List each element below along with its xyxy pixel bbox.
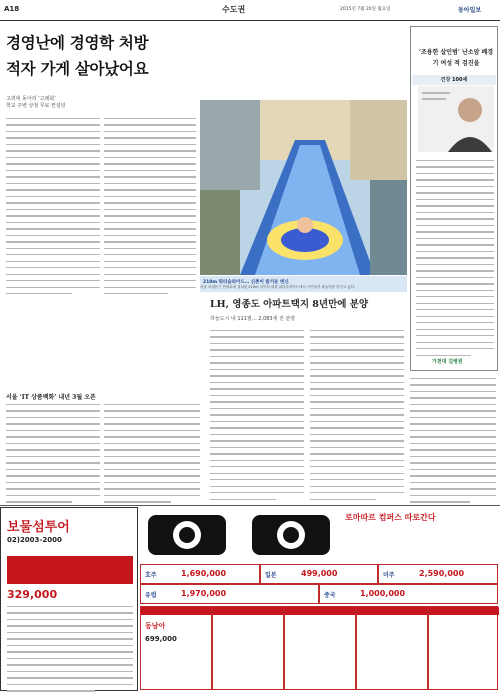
tour-listing: [7, 606, 133, 697]
ad-price-2-label: 일본: [265, 572, 277, 579]
ad-price-cell-5: [319, 584, 498, 604]
main-article-col-1: [6, 118, 100, 300]
sponsor-logo: 가천대 길병원: [432, 359, 463, 365]
ad-box-2: [212, 606, 284, 690]
newspaper-brand: 동아일보: [458, 7, 482, 14]
waterslide-photo-image: [200, 100, 407, 275]
ad-box-1: [140, 606, 212, 690]
doctor-portrait: [418, 86, 494, 152]
second-article-col-2: [310, 330, 404, 505]
left-lower-col-2: [104, 404, 200, 508]
ad-price-1-label: 호주: [145, 572, 157, 579]
ad-box-5: [428, 606, 498, 690]
ad-price-1-value: 1,690,000: [181, 569, 227, 578]
ad-box-1-label: 동남아: [145, 622, 166, 630]
waterslide-photo: [200, 100, 407, 275]
masthead: [0, 0, 500, 21]
ad-price-2-value: 499,000: [301, 569, 338, 578]
main-headline-line-2: 적자 가게 살아났어요: [6, 59, 149, 78]
ad-lower-grid: [140, 606, 498, 690]
ad-price-3-value: 2,590,000: [419, 569, 465, 578]
main-headline: [6, 30, 206, 82]
health-column-label: 건강 100세: [412, 75, 496, 85]
main-article-col-2: [104, 118, 196, 300]
waterslide-label: 210m 워터슬라이드… 신촌이 즐거운 변신: [203, 280, 289, 285]
section-title: 수도권: [222, 5, 246, 14]
ad-price-4-label: 유럽: [145, 592, 157, 599]
second-article-col-3: [410, 378, 496, 508]
health-column-title: ‘조용한 살인범’ 난소암 폐경기 여성 적 검진을: [418, 49, 494, 67]
ad-eyes-graphic: [140, 507, 340, 562]
tour-phone: 02)2003-2000: [7, 536, 62, 544]
ad-price-4-value: 1,970,000: [181, 589, 227, 598]
ad-divider: [0, 505, 500, 506]
ad-price-5-value: 1,000,000: [360, 589, 406, 598]
second-subhead: 하늘도시 내 111필… 2,083세 전 분양: [210, 316, 296, 322]
main-subhead-2: 학교 주변 상점 무료 컨설팅: [6, 103, 66, 109]
ad-price-band: [140, 564, 498, 604]
main-subhead: [6, 95, 66, 109]
tour-price: 329,000: [7, 588, 58, 601]
doctor-photo: [418, 86, 494, 152]
waterslide-caption: 서울 서대문구 연세로에 설치된 210m 길이의 대형 워터슬라이드에서 시민들이 물놀이를 즐기고 있다.: [200, 285, 356, 289]
tour-brand: 보물섬투어: [7, 520, 70, 535]
ad-price-cell-2: [260, 564, 378, 584]
ad-price-cell-4: [140, 584, 319, 604]
main-headline-line-1: 경영난에 경영학 처방: [6, 33, 149, 52]
ad-box-4: [356, 606, 428, 690]
ad-price-5-label: 중국: [324, 592, 336, 599]
ad-eyes-image: [140, 507, 340, 562]
main-subhead-1: 고려대 동아리 ‘고래회’: [6, 96, 56, 102]
ad-price-cell-1: [140, 564, 260, 584]
ad-box-1-price: 699,000: [145, 635, 177, 643]
ad-price-cell-3: [378, 564, 498, 584]
second-headline: LH, 영종도 아파트택지 8년만에 분양: [210, 299, 369, 310]
tour-banner: [7, 556, 133, 584]
ad-price-3-label: 미주: [383, 572, 395, 579]
health-column-text: [416, 160, 494, 361]
page-number: A18: [4, 5, 20, 13]
ad-band-title: 로마따르 컴퍼스 따로간다: [345, 513, 436, 522]
tour-ad-left: [0, 507, 138, 691]
second-article-col-1: [210, 330, 304, 505]
left-lower-col-1: [6, 404, 100, 508]
issue-date: 2015년 7월 20일 월요일: [340, 7, 391, 12]
ad-box-3: [284, 606, 356, 690]
left-lower-headline: 서울 ‘IT 상품백화’ 내년 3월 오픈: [6, 394, 96, 401]
